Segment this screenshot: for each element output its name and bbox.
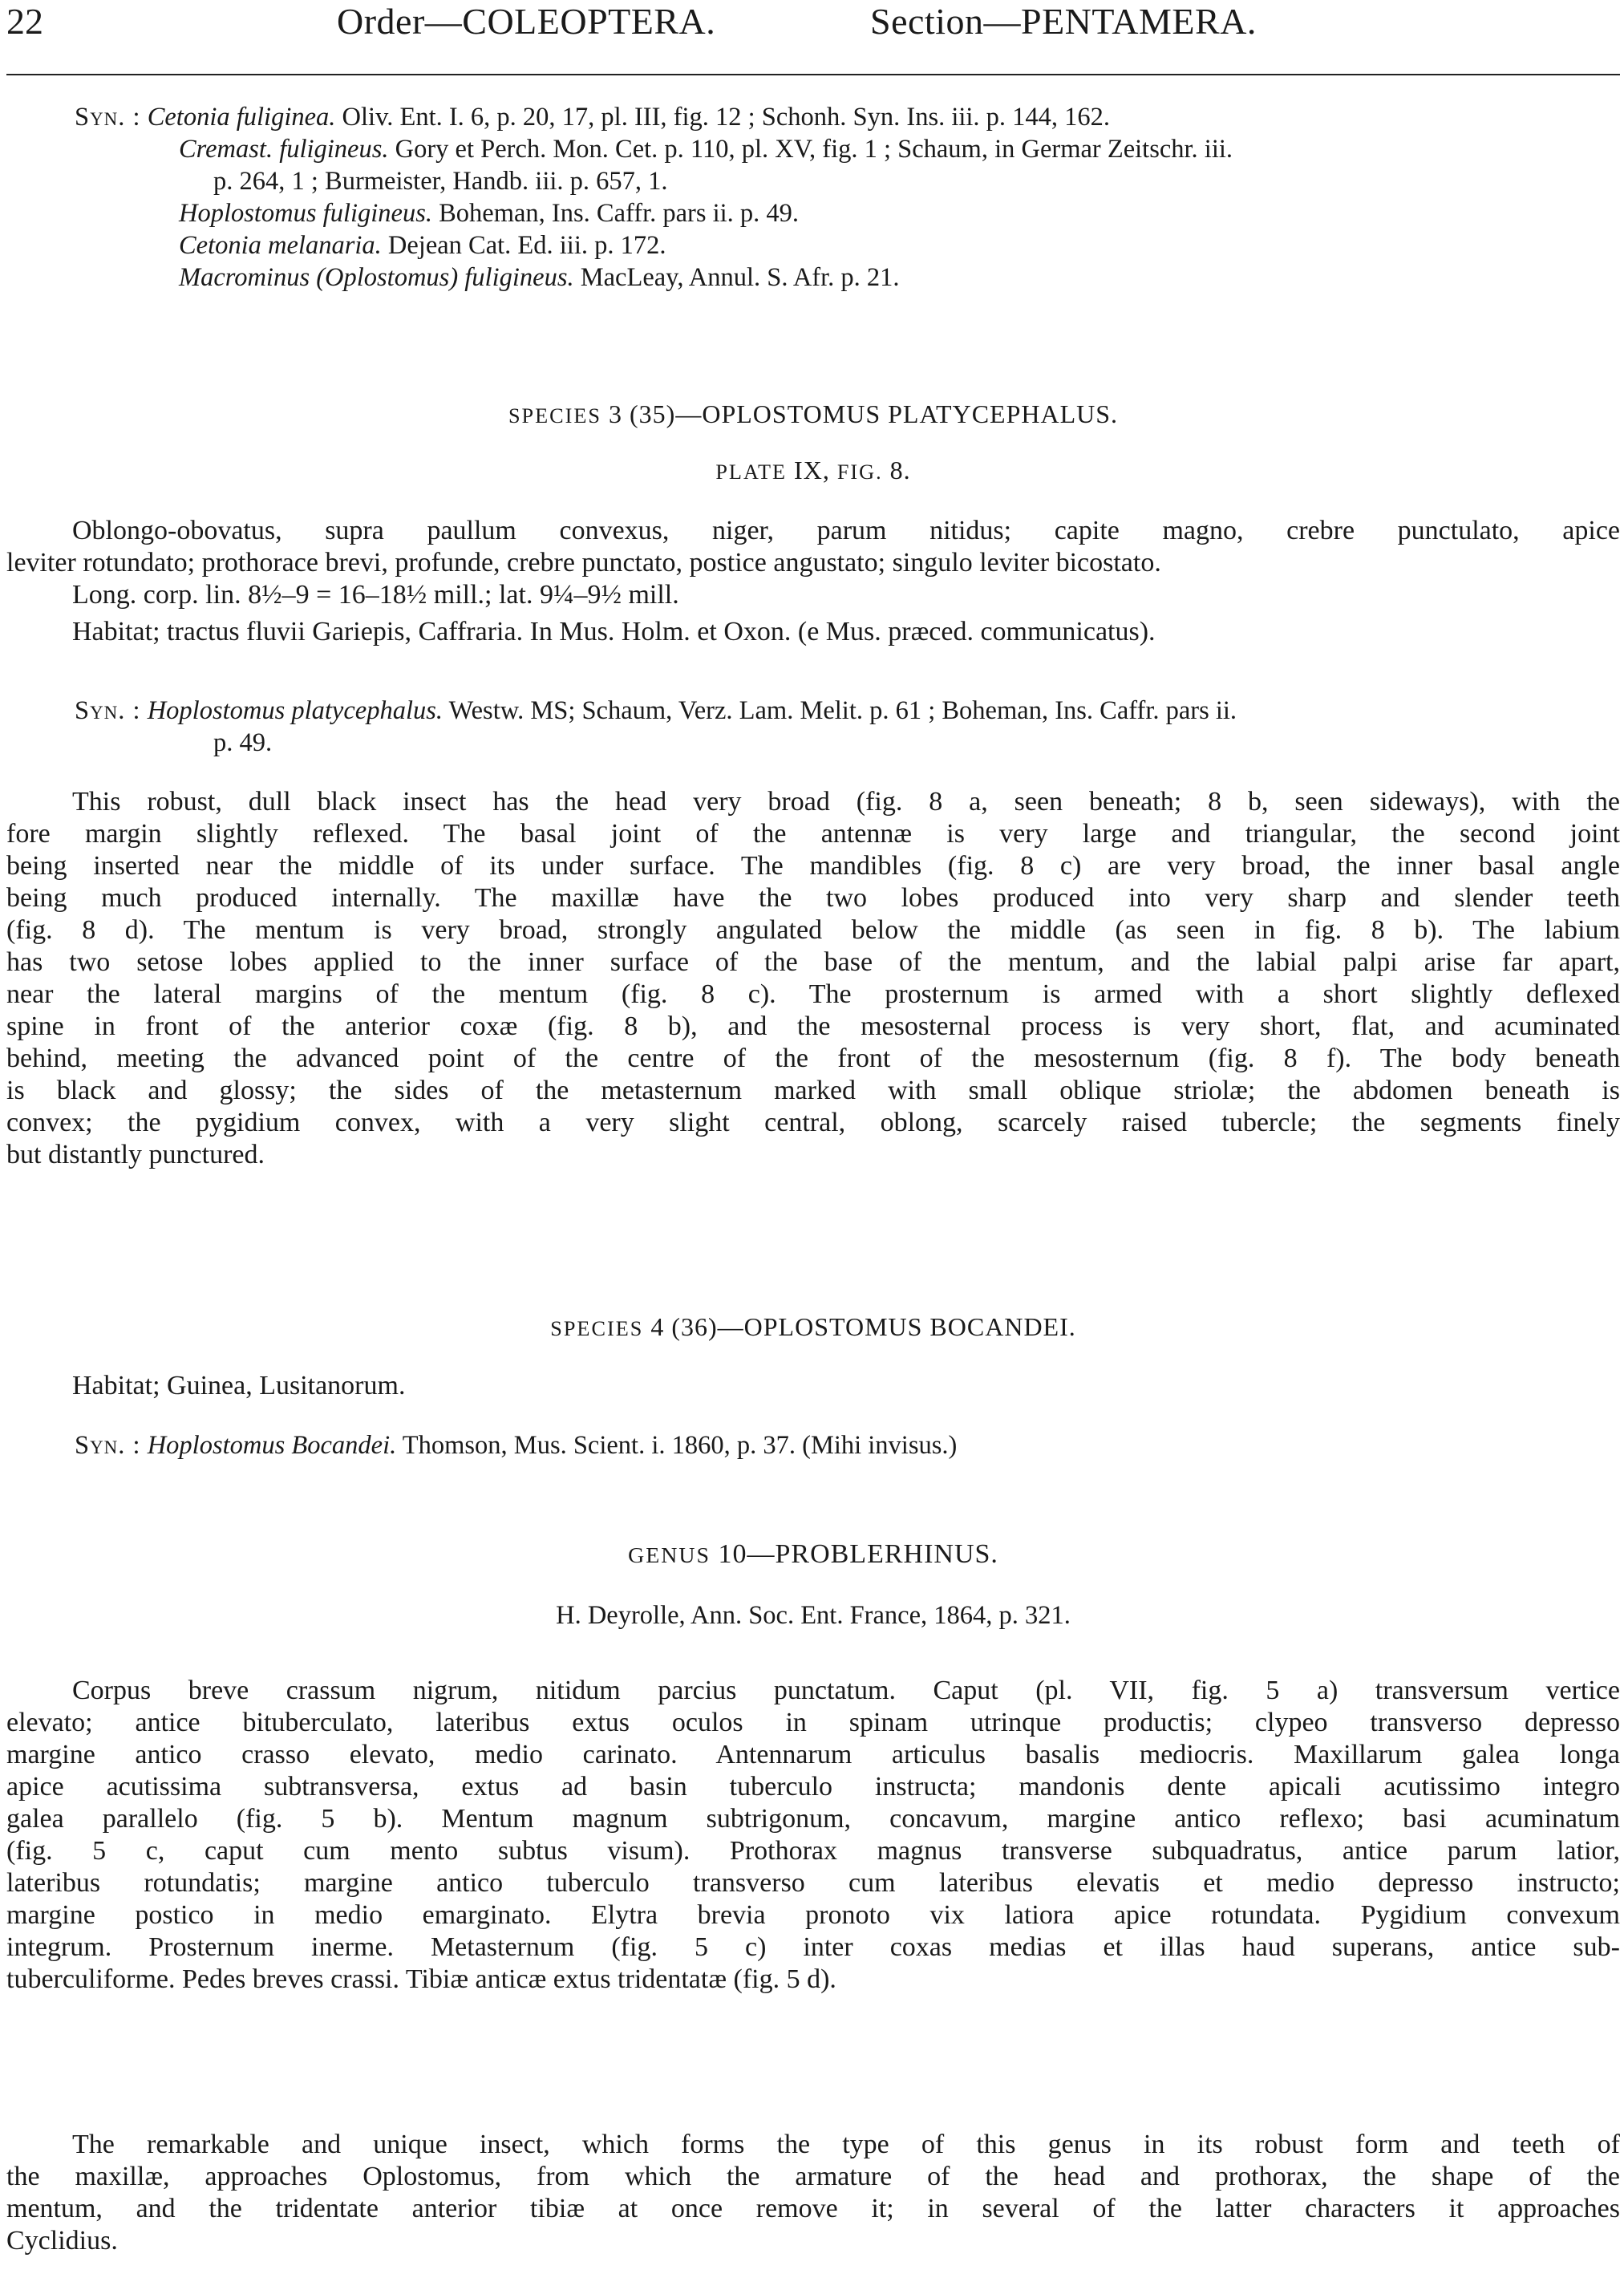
species-heading bbox=[6, 398, 1620, 430]
plate-label: PLATE bbox=[715, 460, 788, 484]
description-line: near the lateral margins of the mentum (fig. 8 c). The prosternum is armed with a short slightly deflexed bbox=[6, 979, 1620, 1009]
order-label: Order bbox=[337, 1, 425, 42]
synonym-name: Macrominus (Oplostomus) fuligineus. bbox=[179, 263, 574, 292]
header-rule bbox=[6, 74, 1620, 75]
plate-number: IX, bbox=[794, 456, 830, 484]
synonym-name: Hoplostomus Bocandei. bbox=[147, 1431, 397, 1460]
fig-number: 8. bbox=[889, 456, 911, 484]
species-3-heading bbox=[6, 398, 1620, 430]
synonym-reference: Westw. MS; Schaum, Verz. Lam. Melit. p. 61 ; Boheman, Ins. Caffr. pars ii. bbox=[448, 696, 1237, 725]
synonym-reference: p. 264, 1 ; Burmeister, Handb. iii. p. 657, 1. bbox=[213, 167, 668, 196]
species-heading bbox=[6, 1311, 1620, 1343]
habitat-line: Habitat; tractus fluvii Gariepis, Caffraria. In Mus. Holm. et Oxon. (e Mus. præced. communicatus). bbox=[72, 617, 1156, 646]
synonymy-block bbox=[6, 101, 1620, 294]
synonymy-line bbox=[6, 229, 1620, 261]
synonym-reference: Dejean Cat. Ed. iii. p. 172. bbox=[387, 231, 666, 260]
plate-reference bbox=[6, 454, 1620, 486]
synonymy-line bbox=[6, 695, 1620, 727]
remarks-line: The remarkable and unique insect, which forms the type of this genus in its robust form and teeth of bbox=[72, 2130, 1620, 2159]
description-line: has two setose lobes applied to the inner surface of the base of the mentum, and the labial palpi arise far apart, bbox=[6, 947, 1620, 977]
description-line: but distantly punctured. bbox=[6, 1140, 265, 1169]
synonymy-label: Syn. : bbox=[75, 696, 141, 725]
synonym-name: Hoplostomus fuligineus. bbox=[179, 199, 432, 228]
synonym-reference: MacLeay, Annul. S. Afr. p. 21. bbox=[580, 263, 900, 292]
species-4-body bbox=[6, 1370, 1620, 1461]
diagnosis-line: tuberculiforme. Pedes breves crassi. Tibiæ anticæ extus tridentatæ (fig. 5 d). bbox=[6, 1964, 836, 1994]
diagnosis-line: (fig. 5 c, caput cum mento subtus visum). Prothorax magnus transverse subquadratus, antice parum latior, bbox=[6, 1836, 1620, 1866]
species-label: SPECIES bbox=[550, 1317, 644, 1340]
genus-10-heading bbox=[6, 1538, 1620, 1571]
species-3-description bbox=[6, 786, 1620, 1171]
species-4-heading bbox=[6, 1311, 1620, 1343]
synonym-name: Cetonia fuliginea. bbox=[147, 103, 336, 132]
synonym-reference: Gory et Perch. Mon. Cet. p. 110, pl. XV, fig. 1 ; Schaum, in Germar Zeitschr. iii. bbox=[395, 135, 1233, 164]
description-line: This robust, dull black insect has the head very broad (fig. 8 a, seen beneath; 8 b, seen sideways), with the bbox=[72, 787, 1620, 817]
remarks-line: Cyclidius. bbox=[6, 2226, 118, 2256]
synonymy-label: Syn. : bbox=[75, 103, 141, 132]
diagnosis-line: Oblongo-obovatus, supra paullum convexus, niger, parum nitidus; capite magno, crebre punctulato, apice bbox=[72, 516, 1620, 545]
synonym-name: Cetonia melanaria. bbox=[179, 231, 382, 260]
species-title: 4 (36)—OPLOSTOMUS BOCANDEI. bbox=[650, 1312, 1076, 1341]
plate-line bbox=[6, 454, 1620, 486]
section-name: —PENTAMERA. bbox=[983, 1, 1257, 42]
running-head bbox=[0, 0, 1624, 88]
authority-line: H. Deyrolle, Ann. Soc. Ent. France, 1864, p. 321. bbox=[556, 1601, 1071, 1630]
genus-title: 10—PROBLERHINUS. bbox=[718, 1539, 998, 1569]
synonymy-line: p. 49. bbox=[213, 728, 273, 757]
diagnosis-line: Corpus breve crassum nigrum, nitidum parcius punctatum. Caput (pl. VII, fig. 5 a) transversum vertice bbox=[72, 1676, 1620, 1705]
species-3-diagnosis bbox=[6, 515, 1620, 648]
genus-10-remarks bbox=[6, 2129, 1620, 2257]
habitat-line: Habitat; Guinea, Lusitanorum. bbox=[72, 1371, 406, 1400]
description-line: spine in front of the anterior coxæ (fig. 8 b), and the mesosternal process is very short, flat, and acuminated bbox=[6, 1011, 1620, 1041]
running-head-section bbox=[870, 2, 1257, 42]
description-line: behind, meeting the advanced point of the centre of the front of the mesosternum (fig. 8 f). The body beneath bbox=[6, 1044, 1620, 1073]
remarks-line: the maxillæ, approaches Oplostomus, from which the armature of the head and prothorax, the shape of the bbox=[6, 2162, 1620, 2191]
diagnosis-line: apice acutissima subtransversa, extus ad basin tuberculo instructa; mandonis dente apicali acutissimo integro bbox=[6, 1772, 1620, 1802]
fig-label: FIG. bbox=[836, 460, 883, 484]
genus-authority bbox=[6, 1599, 1620, 1631]
remarks-line: mentum, and the tridentate anterior tibiæ at once remove it; in several of the latter characters it approaches bbox=[6, 2194, 1620, 2223]
description-line: being inserted near the middle of its under surface. The mandibles (fig. 8 c) are very broad, the inner basal angle bbox=[6, 851, 1620, 881]
species-label: SPECIES bbox=[508, 404, 602, 428]
description-line: is black and glossy; the sides of the metasternum marked with small oblique striolæ; the abdomen beneath is bbox=[6, 1076, 1620, 1105]
description-line: fore margin slightly reflexed. The basal joint of the antennæ is very large and triangular, the second joint bbox=[6, 819, 1620, 849]
species-3-synonymy bbox=[6, 695, 1620, 759]
diagnosis-line: margine antico crasso elevato, medio carinato. Antennarum articulus basalis mediocris. Maxillarum galea longa bbox=[6, 1740, 1620, 1769]
running-head-order bbox=[337, 2, 715, 42]
synonym-reference: Thomson, Mus. Scient. i. 1860, p. 37. (Mihi invisus.) bbox=[402, 1431, 958, 1460]
diagnosis-line: leviter rotundato; prothorace brevi, profunde, crebre punctato, postice angustato; singulo leviter bicostato. bbox=[6, 548, 1161, 578]
synonymy-line bbox=[6, 197, 1620, 229]
diagnosis-line: integrum. Prosternum inerme. Metasternum (fig. 5 c) inter coxas medias et illas haud superans, antice sub- bbox=[6, 1932, 1620, 1962]
synonymy-line bbox=[6, 101, 1620, 133]
synonym-reference: Oliv. Ent. I. 6, p. 20, 17, pl. III, fig. 12 ; Schonh. Syn. Ins. iii. p. 144, 162. bbox=[342, 103, 1111, 132]
description-line: (fig. 8 d). The mentum is very broad, strongly angulated below the middle (as seen in fig. 8 b). The labium bbox=[6, 915, 1620, 945]
description-line: being much produced internally. The maxillæ have the two lobes produced into very sharp and slender teeth bbox=[6, 883, 1620, 913]
synonymy-line bbox=[6, 133, 1620, 165]
section-label: Section bbox=[870, 1, 984, 42]
genus-label: GENUS bbox=[628, 1543, 711, 1568]
species-title: 3 (35)—OPLOSTOMUS PLATYCEPHALUS. bbox=[609, 399, 1119, 428]
genus-heading bbox=[6, 1538, 1620, 1571]
diagnosis-line: elevato; antice bituberculato, lateribus extus oculos in spinam utrinque productis; clypeo transverso depresso bbox=[6, 1708, 1620, 1737]
length-line: Long. corp. lin. 8½–9 = 16–18½ mill.; lat. 9¼–9½ mill. bbox=[72, 580, 679, 610]
diagnosis-line: margine postico in medio emarginato. Elytra brevia pronoto vix latiora apice rotundata. Pygidium convexum bbox=[6, 1900, 1620, 1930]
synonym-reference: Boheman, Ins. Caffr. pars ii. p. 49. bbox=[439, 199, 800, 228]
synonym-name: Cremast. fuligineus. bbox=[179, 135, 389, 164]
synonymy-line bbox=[6, 1429, 1620, 1461]
genus-10-diagnosis bbox=[6, 1675, 1620, 1996]
description-line: convex; the pygidium convex, with a very slight central, oblong, scarcely raised tubercle; the segments finely bbox=[6, 1108, 1620, 1137]
order-name: —COLEOPTERA. bbox=[424, 1, 716, 42]
synonymy-line bbox=[6, 165, 1620, 197]
synonymy-line bbox=[6, 261, 1620, 294]
diagnosis-line: lateribus rotundatis; margine antico tuberculo transverso cum lateribus elevatis et medio depresso instructo; bbox=[6, 1868, 1620, 1898]
synonymy-label: Syn. : bbox=[75, 1431, 141, 1460]
diagnosis-line: galea parallelo (fig. 5 b). Mentum magnum subtrigonum, concavum, margine antico reflexo; basi acuminatum bbox=[6, 1804, 1620, 1834]
page-number: 22 bbox=[6, 1, 43, 42]
synonym-name: Hoplostomus platycephalus. bbox=[147, 696, 443, 725]
